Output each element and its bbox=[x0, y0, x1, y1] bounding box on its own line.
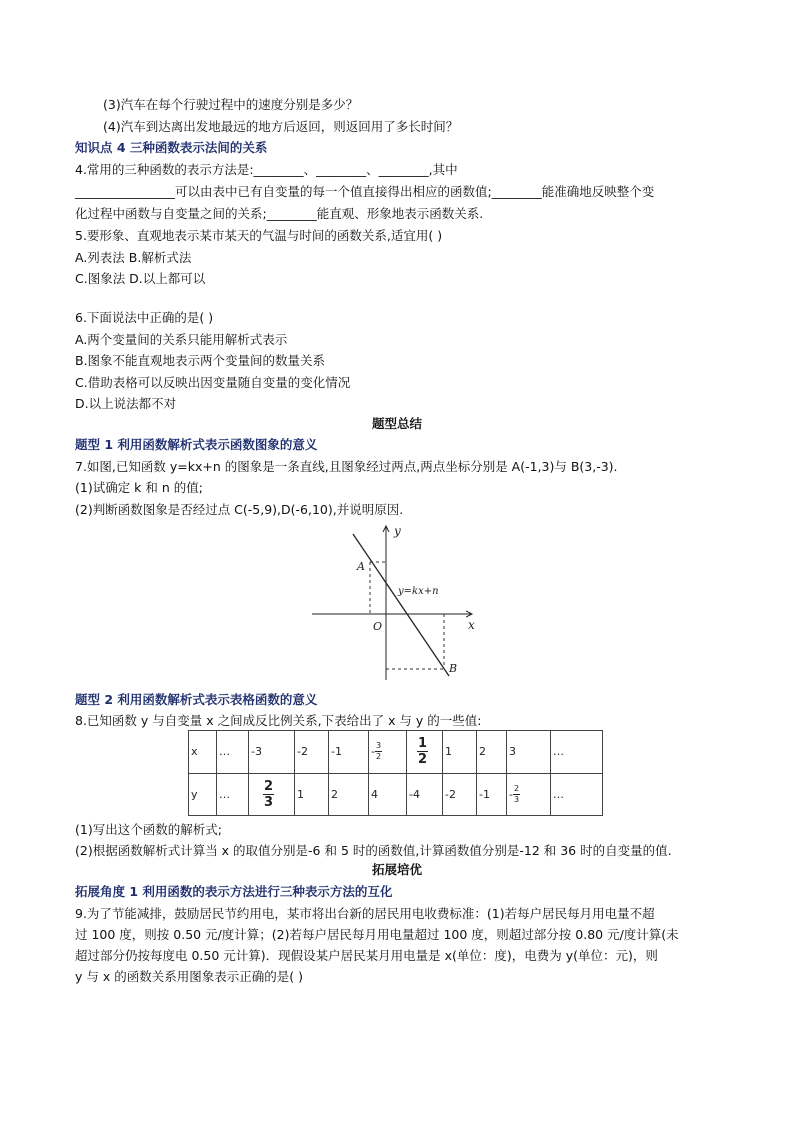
problem-4-line-3: 化过程中函数与自变量之间的关系;________能直观、形象地表示函数关系. bbox=[75, 206, 484, 221]
problem-6-option-d: D.以上说法都不对 bbox=[75, 396, 177, 411]
table-cell: … bbox=[551, 731, 603, 774]
problem-6-stem: 6.下面说法中正确的是( ) bbox=[75, 310, 214, 325]
extension-angle-1-heading: 拓展角度 1 利用函数的表示方法进行三种表示方法的互化 bbox=[75, 884, 393, 899]
fraction-numerator: 3 bbox=[375, 741, 382, 751]
table-cell: 2 bbox=[329, 773, 369, 816]
fraction-numerator: 1 bbox=[418, 736, 428, 752]
problem-9-line-3: 超过部分仍按每度电 0.50 元计算)．现假设某户居民某月用电量是 x(单位：度)，电费为 y(单位：元)，则 bbox=[75, 948, 658, 963]
problem-5-stem: 5.要形象、直观地表示某市某天的气温与时间的函数关系,适宜用( ) bbox=[75, 228, 443, 243]
table-cell: 2 bbox=[477, 731, 507, 774]
table-cell: -3 bbox=[249, 731, 295, 774]
fraction-denominator: 2 bbox=[418, 752, 428, 768]
type-2-heading: 题型 2 利用函数解析式表示表格函数的意义 bbox=[75, 692, 318, 707]
table-cell: … bbox=[217, 731, 249, 774]
equation-label: y=kx+n bbox=[398, 586, 439, 597]
table-cell: -1 bbox=[329, 731, 369, 774]
problem-7-question-1: (1)试确定 k 和 n 的值; bbox=[75, 480, 203, 495]
x-axis-label: x bbox=[468, 618, 475, 632]
problem-7-stem: 7.如图,已知函数 y=kx+n 的图象是一条直线,且图象经过两点,两点坐标分别是 A(-1,3)与 B(3,-3). bbox=[75, 459, 618, 474]
question-4: (4)汽车到达离出发地最远的地方后返回，则返回用了多长时间？ bbox=[103, 119, 459, 134]
function-graph bbox=[300, 518, 490, 684]
table-cell: 1 bbox=[295, 773, 329, 816]
function-line bbox=[353, 534, 449, 676]
fraction-numerator: 2 bbox=[513, 783, 520, 793]
table-cell bbox=[249, 773, 295, 816]
problem-9-line-1: 9.为了节能减排，鼓励居民节约用电，某市将出台新的居民用电收费标准：(1)若每户居民每月用电量不超 bbox=[75, 906, 655, 921]
type-1-heading: 题型 1 利用函数解析式表示函数图象的意义 bbox=[75, 437, 318, 452]
table-cell: -4 bbox=[407, 773, 443, 816]
knowledge-point-4-heading: 知识点 4 三种函数表示法间的关系 bbox=[75, 140, 268, 155]
problem-4-line-2: ________________可以由表中已有自变量的每一个值直接得出相应的函数值;________能准确地反映整个变 bbox=[75, 184, 655, 199]
problem-9-line-2: 过 100 度，则按 0.50 元/度计算；(2)若每户居民每月用电量超过 100 度，则超过部分按 0.80 元/度计算(未 bbox=[75, 927, 679, 942]
problem-7-question-2: (2)判断函数图象是否经过点 C(-5,9),D(-6,10),并说明原因. bbox=[75, 502, 404, 517]
problem-8-question-2: (2)根据函数解析式计算当 x 的取值分别是-6 和 5 时的函数值,计算函数值分别是-12 和 36 时的自变量的值. bbox=[75, 843, 672, 858]
fraction-numerator: 2 bbox=[264, 778, 274, 794]
table-cell: - $\frac{3}{2}$ bbox=[369, 731, 407, 774]
table-cell: -2 bbox=[295, 731, 329, 774]
problem-8-question-1: (1)写出这个函数的解析式; bbox=[75, 822, 222, 837]
point-a-label: A bbox=[357, 560, 365, 573]
problem-4-line-1: 4.常用的三种函数的表示方法是:________、________、________,其中 bbox=[75, 162, 458, 177]
fraction-denominator: 2 bbox=[375, 752, 382, 762]
table-cell: - $\frac{2}{3}$ bbox=[507, 773, 551, 816]
question-3: (3)汽车在每个行驶过程中的速度分别是多少？ bbox=[103, 97, 359, 112]
problem-6-option-a: A.两个变量间的关系只能用解析式表示 bbox=[75, 332, 288, 347]
table-cell: 3 bbox=[507, 731, 551, 774]
problem-5-options-row-2: C.图象法 D.以上都可以 bbox=[75, 271, 206, 286]
origin-label: O bbox=[373, 620, 383, 633]
table-cell: -1 bbox=[477, 773, 507, 816]
fraction-denominator: 3 bbox=[264, 794, 274, 810]
summary-title: 题型总结 bbox=[371, 416, 422, 431]
values-table bbox=[188, 730, 603, 816]
table-row-x bbox=[189, 731, 603, 774]
fraction-denominator: 3 bbox=[513, 794, 520, 804]
extension-title: 拓展培优 bbox=[371, 862, 422, 877]
problem-5-options-row-1: A.列表法 B.解析式法 bbox=[75, 250, 192, 265]
problem-6-option-b: B.图象不能直观地表示两个变量间的数量关系 bbox=[75, 353, 326, 368]
problem-8-stem: 8.已知函数 y 与自变量 x 之间成反比例关系,下表给出了 x 与 y 的一些值: bbox=[75, 713, 482, 728]
table-cell: 1 bbox=[443, 731, 477, 774]
table-cell: y bbox=[189, 773, 217, 816]
table-cell: x bbox=[189, 731, 217, 774]
table-cell bbox=[407, 731, 443, 774]
table-cell: … bbox=[217, 773, 249, 816]
table-cell: -2 bbox=[443, 773, 477, 816]
table-cell: … bbox=[551, 773, 603, 816]
table-cell: 4 bbox=[369, 773, 407, 816]
point-b-label: B bbox=[449, 662, 458, 675]
table-row-y bbox=[189, 773, 603, 816]
problem-6-option-c: C.借助表格可以反映出因变量随自变量的变化情况 bbox=[75, 375, 351, 390]
y-axis-label: y bbox=[394, 524, 401, 538]
problem-9-line-4: y 与 x 的函数关系用图象表示正确的是( ) bbox=[75, 969, 303, 984]
